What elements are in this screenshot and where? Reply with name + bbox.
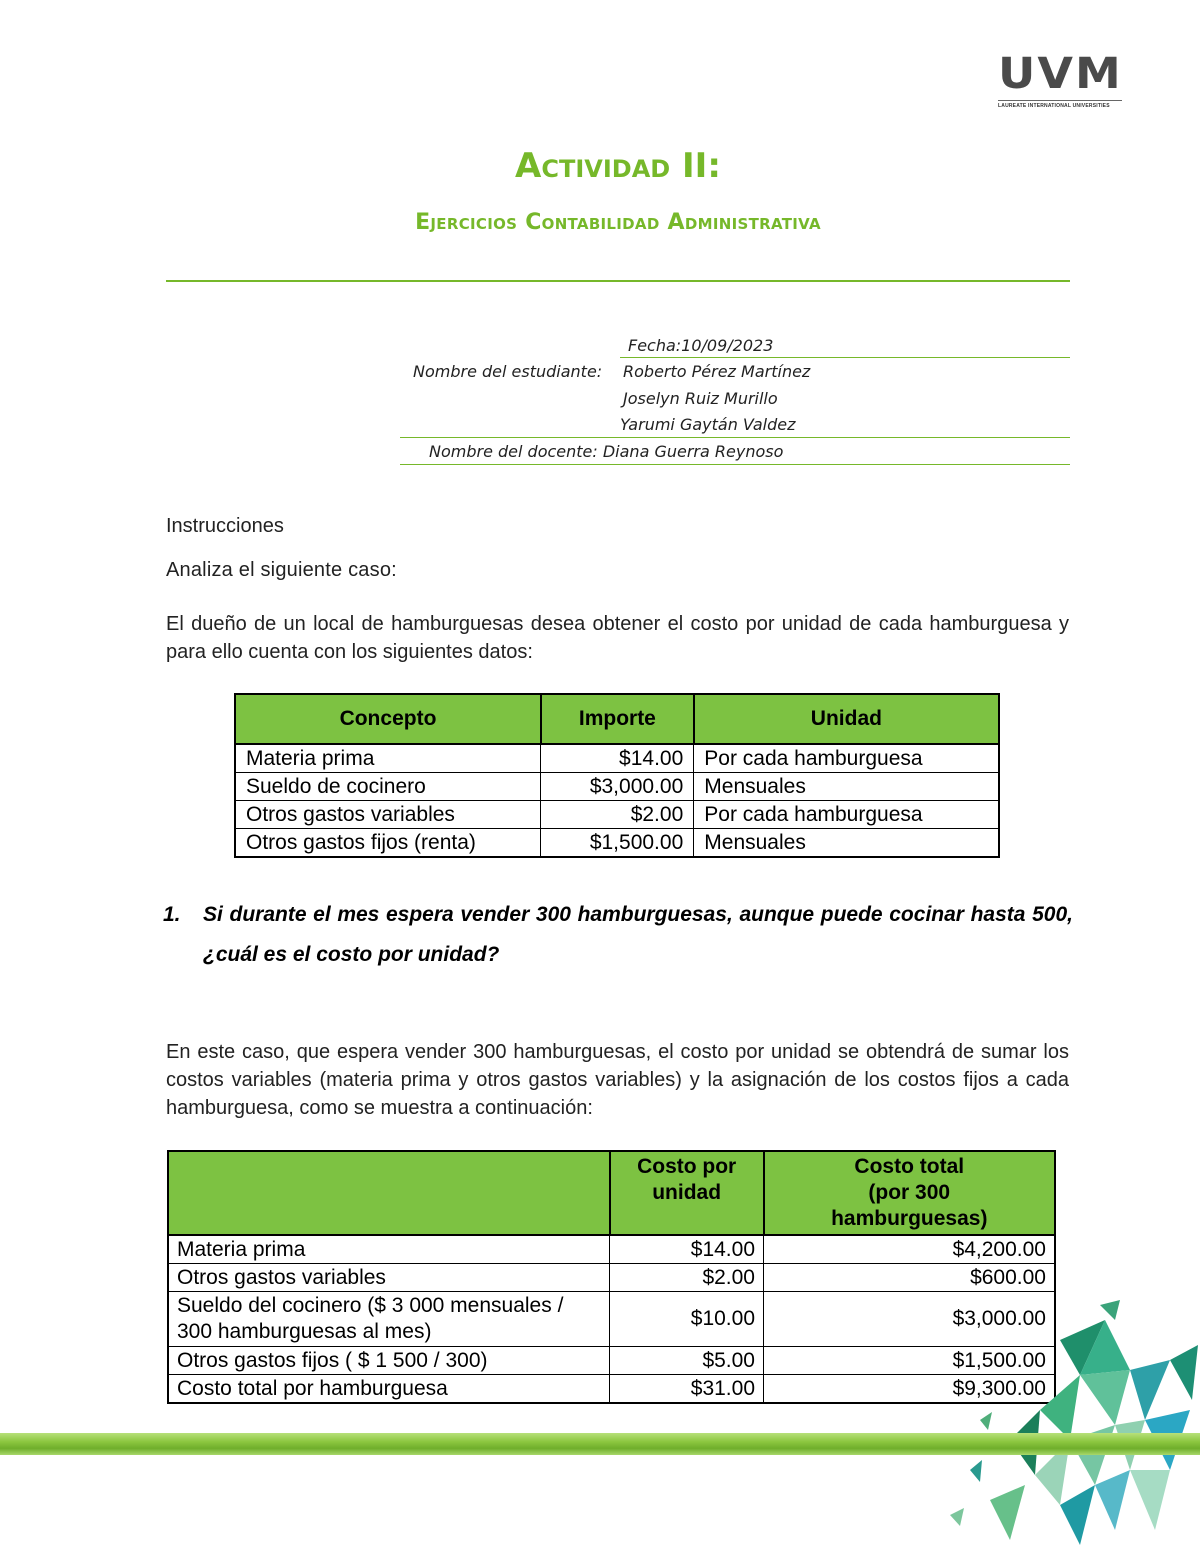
table-row	[168, 1235, 1055, 1264]
header-costo-total: Costo total (por 300 hamburguesas)	[764, 1151, 1056, 1235]
table-row	[235, 744, 999, 773]
cell-concepto: Otros gastos fijos (renta)	[235, 829, 541, 858]
logo-divider	[998, 100, 1122, 101]
cell-concepto: Materia prima	[168, 1235, 610, 1264]
costos-table	[167, 1150, 1056, 1404]
table-row	[235, 801, 999, 829]
cell-costo-total: $3,000.00	[764, 1292, 1056, 1347]
cell-unidad: Por cada hamburguesa	[694, 801, 999, 829]
explanation-paragraph: En este caso, que espera vender 300 hamburguesas, el costo por unidad se obtendrá de sumar los costos variables (materia prima y otros gastos variables) y la asignación de los costos fijos a cada hamburguesa, como se muestra a continuación:	[166, 1041, 1069, 1119]
uvm-logo	[998, 48, 1123, 109]
table-row	[168, 1375, 1055, 1404]
header-empty	[168, 1151, 610, 1235]
cell-concepto: Otros gastos fijos ( $ 1 500 / 300)	[168, 1347, 610, 1375]
analiza-text: Analiza el siguiente caso:	[166, 559, 397, 581]
cell-unidad: Mensuales	[694, 829, 999, 858]
cell-importe: $14.00	[541, 744, 694, 773]
question-1	[163, 895, 1073, 975]
header-concepto: Concepto	[235, 694, 541, 744]
datos-table	[234, 693, 1000, 858]
table-row	[168, 1347, 1055, 1375]
cell-importe: $2.00	[541, 801, 694, 829]
cell-costo-total: $4,200.00	[764, 1235, 1056, 1264]
cell-concepto: Costo total por hamburguesa	[168, 1375, 610, 1404]
cell-costo-total: $9,300.00	[764, 1375, 1056, 1404]
cell-unidad: Por cada hamburguesa	[694, 744, 999, 773]
question-text: Si durante el mes espera vender 300 hamburguesas, aunque puede cocinar hasta 500, ¿cuál es el costo por unidad?	[203, 903, 1073, 966]
student-name-1: Roberto Pérez Martínez	[623, 362, 811, 381]
docente-underline	[400, 464, 1070, 465]
page-subtitle: Ejercicios Contabilidad Administrativa	[415, 210, 821, 235]
cell-costo-total: $1,500.00	[764, 1347, 1056, 1375]
cell-costo-unidad: $10.00	[610, 1292, 764, 1347]
docente: Nombre del docente: Diana Guerra Reynoso	[429, 442, 784, 461]
students-underline	[400, 437, 1070, 438]
fecha-underline	[620, 357, 1070, 358]
cell-concepto: Sueldo del cocinero ($ 3 000 mensuales / 300 hamburguesas al mes)	[168, 1292, 610, 1347]
cell-importe: $1,500.00	[541, 829, 694, 858]
cell-concepto: Otros gastos variables	[235, 801, 541, 829]
header-unidad: Unidad	[694, 694, 999, 744]
footer-green-bar	[0, 1433, 1200, 1455]
page-title: Actividad II:	[515, 146, 721, 186]
cell-concepto: Materia prima	[235, 744, 541, 773]
table-row	[168, 1264, 1055, 1292]
header-importe: Importe	[541, 694, 694, 744]
student-name-3: Yarumi Gaytán Valdez	[620, 415, 796, 434]
header-costo-unidad: Costo por unidad	[610, 1151, 764, 1235]
cell-concepto: Otros gastos variables	[168, 1264, 610, 1292]
student-name-2: Joselyn Ruiz Murillo	[623, 389, 778, 408]
table-row	[168, 1292, 1055, 1347]
decorative-polygons	[930, 1300, 1200, 1553]
table-row	[235, 829, 999, 858]
table-header-row	[168, 1151, 1055, 1235]
cell-costo-total: $600.00	[764, 1264, 1056, 1292]
cell-costo-unidad: $2.00	[610, 1264, 764, 1292]
question-number: 1.	[163, 903, 181, 926]
cell-costo-unidad: $5.00	[610, 1347, 764, 1375]
table-header-row	[235, 694, 999, 744]
logo-subtitle: LAUREATE INTERNATIONAL UNIVERSITIES	[998, 103, 1110, 109]
table-row	[235, 773, 999, 801]
cell-costo-unidad: $14.00	[610, 1235, 764, 1264]
cell-concepto: Sueldo de cocinero	[235, 773, 541, 801]
cell-importe: $3,000.00	[541, 773, 694, 801]
intro-paragraph: El dueño de un local de hamburguesas desea obtener el costo por unidad de cada hamburguesa y para ello cuenta con los siguientes datos:	[166, 613, 1069, 663]
cell-unidad: Mensuales	[694, 773, 999, 801]
instrucciones-heading: Instrucciones	[166, 515, 284, 537]
title-divider	[166, 280, 1070, 282]
cell-costo-unidad: $31.00	[610, 1375, 764, 1404]
student-label: Nombre del estudiante:	[413, 362, 603, 381]
fecha: Fecha:10/09/2023	[628, 336, 774, 355]
logo-text: UVM	[998, 48, 1123, 98]
